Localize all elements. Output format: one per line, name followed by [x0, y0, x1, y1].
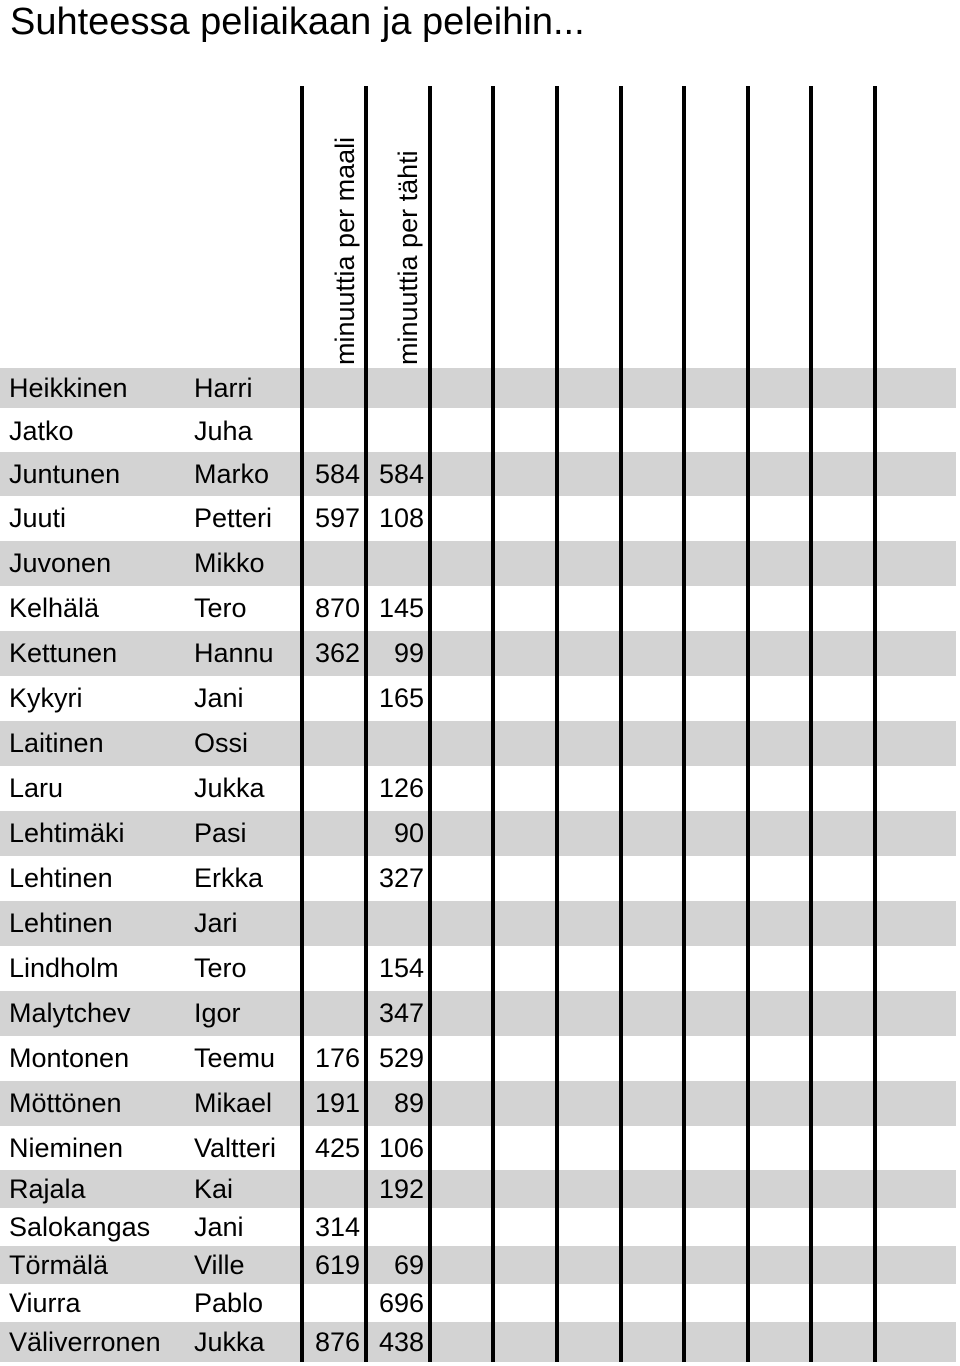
- minutes-per-goal-cell: 870: [314, 593, 360, 623]
- last-name-cell: Heikkinen: [9, 372, 128, 403]
- first-name-cell: Mikko: [194, 548, 265, 578]
- first-name-cell: Petteri: [194, 503, 273, 533]
- last-name-cell: Lehtimäki: [9, 818, 125, 848]
- column-divider: [364, 86, 368, 1362]
- last-name-cell: Lindholm: [9, 953, 119, 983]
- first-name-cell: Jari: [194, 908, 238, 938]
- minutes-per-goal-cell: [300, 541, 360, 586]
- last-name-cell: Malytchev: [9, 998, 131, 1028]
- column-header-minutes-per-goal: minuuttia per maali: [330, 136, 360, 365]
- first-name-cell: Igor: [194, 998, 241, 1028]
- minutes-per-goal-cell: 584: [314, 458, 360, 489]
- minutes-per-goal-cell: [300, 368, 360, 408]
- minutes-per-star-cell: 154: [378, 953, 424, 983]
- minutes-per-star-cell: [366, 410, 424, 452]
- first-name-cell: Jukka: [194, 1326, 265, 1357]
- column-divider: [746, 86, 750, 1362]
- first-name-cell: Teemu: [194, 1043, 276, 1073]
- minutes-per-star-cell: 529: [378, 1043, 424, 1073]
- minutes-per-star-cell: 126: [378, 773, 424, 803]
- first-name-cell: Harri: [194, 372, 253, 403]
- minutes-per-star-cell: 327: [378, 863, 424, 893]
- column-divider: [809, 86, 813, 1362]
- minutes-per-star-cell: [366, 721, 424, 766]
- first-name-cell: Pablo: [194, 1287, 264, 1318]
- last-name-cell: Laru: [9, 773, 64, 803]
- minutes-per-goal-cell: [300, 946, 360, 991]
- last-name-cell: Väliverronen: [9, 1326, 161, 1357]
- minutes-per-star-cell: 108: [378, 503, 424, 533]
- minutes-per-goal-cell: 191: [314, 1088, 360, 1118]
- column-divider: [428, 86, 432, 1362]
- first-name-cell: Jukka: [194, 773, 265, 803]
- minutes-per-goal-cell: [300, 410, 360, 452]
- minutes-per-goal-cell: [300, 1284, 360, 1322]
- first-name-cell: Valtteri: [194, 1132, 277, 1163]
- minutes-per-goal-cell: [300, 721, 360, 766]
- minutes-per-star-cell: [366, 1208, 424, 1246]
- first-name-cell: Erkka: [194, 863, 264, 893]
- last-name-cell: Kelhälä: [9, 593, 100, 623]
- minutes-per-star-cell: 192: [378, 1173, 424, 1204]
- minutes-per-star-cell: 145: [378, 593, 424, 623]
- minutes-per-star-cell: 165: [378, 683, 424, 713]
- minutes-per-star-cell: 106: [378, 1132, 424, 1163]
- first-name-cell: Pasi: [194, 818, 247, 848]
- column-header-minutes-per-star: minuuttia per tähti: [393, 150, 423, 365]
- minutes-per-star-cell: [366, 368, 424, 408]
- minutes-per-goal-cell: 176: [314, 1043, 360, 1073]
- column-divider: [619, 86, 623, 1362]
- minutes-per-star-cell: 89: [393, 1088, 424, 1118]
- minutes-per-goal-cell: 425: [314, 1132, 360, 1163]
- column-divider: [300, 86, 304, 1362]
- last-name-cell: Lehtinen: [9, 863, 113, 893]
- first-name-cell: Tero: [194, 593, 247, 623]
- minutes-per-star-cell: 438: [378, 1326, 424, 1357]
- minutes-per-star-cell: 584: [378, 458, 424, 489]
- minutes-per-goal-cell: [300, 811, 360, 856]
- last-name-cell: Lehtinen: [9, 908, 113, 938]
- minutes-per-goal-cell: 314: [314, 1211, 360, 1242]
- last-name-cell: Jatko: [9, 415, 74, 446]
- first-name-cell: Mikael: [194, 1088, 273, 1118]
- minutes-per-star-cell: [366, 541, 424, 586]
- minutes-per-star-cell: 90: [393, 818, 424, 848]
- column-divider: [491, 86, 495, 1362]
- minutes-per-goal-cell: [300, 901, 360, 946]
- first-name-cell: Jani: [194, 1211, 244, 1242]
- page-title: Suhteessa peliaikaan ja peleihin...: [10, 1, 585, 43]
- column-divider: [873, 86, 877, 1362]
- first-name-cell: Ossi: [194, 728, 248, 758]
- minutes-per-goal-cell: [300, 991, 360, 1036]
- last-name-cell: Salokangas: [9, 1211, 151, 1242]
- first-name-cell: Jani: [194, 683, 244, 713]
- minutes-per-goal-cell: 597: [314, 503, 360, 533]
- last-name-cell: Montonen: [9, 1043, 130, 1073]
- minutes-per-star-cell: 69: [393, 1249, 424, 1280]
- minutes-per-goal-cell: [300, 676, 360, 721]
- last-name-cell: Kettunen: [9, 638, 118, 668]
- last-name-cell: Nieminen: [9, 1132, 124, 1163]
- minutes-per-goal-cell: 876: [314, 1326, 360, 1357]
- minutes-per-star-cell: 347: [378, 998, 424, 1028]
- minutes-per-goal-cell: 619: [314, 1249, 360, 1280]
- last-name-cell: Törmälä: [9, 1249, 109, 1280]
- column-divider: [682, 86, 686, 1362]
- last-name-cell: Juuti: [9, 503, 67, 533]
- last-name-cell: Rajala: [9, 1173, 86, 1204]
- first-name-cell: Tero: [194, 953, 247, 983]
- last-name-cell: Juvonen: [9, 548, 112, 578]
- minutes-per-star-cell: 99: [393, 638, 424, 668]
- minutes-per-goal-cell: [300, 1170, 360, 1208]
- minutes-per-star-cell: 696: [378, 1287, 424, 1318]
- minutes-per-goal-cell: 362: [314, 638, 360, 668]
- first-name-cell: Hannu: [194, 638, 274, 668]
- column-divider: [555, 86, 559, 1362]
- first-name-cell: Marko: [194, 458, 270, 489]
- minutes-per-goal-cell: [300, 766, 360, 811]
- last-name-cell: Juntunen: [9, 458, 121, 489]
- minutes-per-star-cell: [366, 901, 424, 946]
- last-name-cell: Kykyri: [9, 683, 83, 713]
- first-name-cell: Ville: [194, 1249, 245, 1280]
- first-name-cell: Juha: [194, 415, 253, 446]
- last-name-cell: Möttönen: [9, 1088, 122, 1118]
- first-name-cell: Kai: [194, 1173, 234, 1204]
- last-name-cell: Viurra: [9, 1287, 81, 1318]
- minutes-per-goal-cell: [300, 856, 360, 901]
- last-name-cell: Laitinen: [9, 728, 104, 758]
